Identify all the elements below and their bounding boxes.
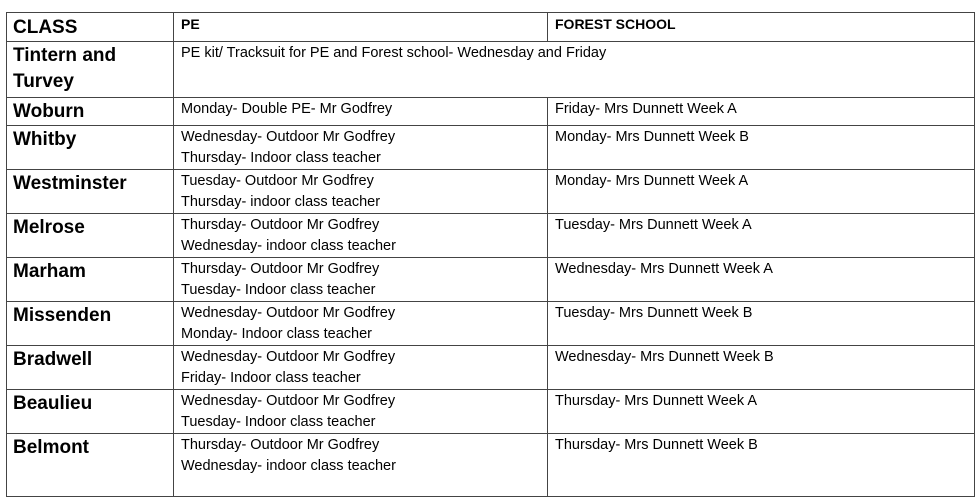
table-row xyxy=(7,390,975,434)
header-forest-school: FOREST SCHOOL xyxy=(548,13,975,42)
pe-line-1: Thursday- Outdoor Mr Godfrey xyxy=(181,261,380,277)
class-name: Bradwell xyxy=(7,346,174,390)
pe-line-1: Tuesday- Outdoor Mr Godfrey xyxy=(181,173,374,189)
pe-line-1: Wednesday- Outdoor Mr Godfrey xyxy=(181,349,396,365)
header-row xyxy=(7,13,975,42)
pe-line-2: Monday- Indoor class teacher xyxy=(181,326,373,342)
pe-line-2: Thursday- indoor class teacher xyxy=(181,194,381,210)
class-name: Belmont xyxy=(7,434,174,497)
forest-cell: Monday- Mrs Dunnett Week B xyxy=(548,126,975,170)
pe-cell xyxy=(174,126,548,170)
class-name: Woburn xyxy=(7,98,174,126)
pe-line-2: Tuesday- Indoor class teacher xyxy=(181,282,376,298)
pe-line-2: Thursday- Indoor class teacher xyxy=(181,150,381,166)
table-row xyxy=(7,126,975,170)
pe-line-1: Monday- Double PE- Mr Godfrey xyxy=(181,101,393,117)
table-row xyxy=(7,42,975,98)
forest-cell: Thursday- Mrs Dunnett Week A xyxy=(548,390,975,434)
pe-line-2: Wednesday- indoor class teacher xyxy=(181,238,396,254)
forest-cell: Tuesday- Mrs Dunnett Week B xyxy=(548,302,975,346)
pe-cell xyxy=(174,170,548,214)
pe-line-1: Wednesday- Outdoor Mr Godfrey xyxy=(181,129,396,145)
table-row xyxy=(7,170,975,214)
class-name: Melrose xyxy=(7,214,174,258)
pe-line-1: Wednesday- Outdoor Mr Godfrey xyxy=(181,393,396,409)
pe-line-1: Thursday- Outdoor Mr Godfrey xyxy=(181,217,380,233)
forest-cell: Wednesday- Mrs Dunnett Week A xyxy=(548,258,975,302)
timetable xyxy=(6,12,975,497)
pe-cell xyxy=(174,434,548,497)
pe-line-2: Wednesday- indoor class teacher xyxy=(181,458,396,474)
class-name: Missenden xyxy=(7,302,174,346)
class-name: Whitby xyxy=(7,126,174,170)
header-pe: PE xyxy=(174,13,548,42)
pe-cell xyxy=(174,258,548,302)
header-class: CLASS xyxy=(7,13,174,42)
pe-cell xyxy=(174,302,548,346)
forest-cell: Wednesday- Mrs Dunnett Week B xyxy=(548,346,975,390)
table-row xyxy=(7,258,975,302)
kit-note: PE kit/ Tracksuit for PE and Forest school- Wednesday and Friday xyxy=(174,42,975,98)
forest-cell: Friday- Mrs Dunnett Week A xyxy=(548,98,975,126)
pe-cell xyxy=(174,390,548,434)
class-name: Westminster xyxy=(7,170,174,214)
pe-cell xyxy=(174,346,548,390)
forest-cell: Monday- Mrs Dunnett Week A xyxy=(548,170,975,214)
class-name: Beaulieu xyxy=(7,390,174,434)
forest-cell: Tuesday- Mrs Dunnett Week A xyxy=(548,214,975,258)
pe-cell xyxy=(174,98,548,126)
pe-line-2: Friday- Indoor class teacher xyxy=(181,370,361,386)
table-row xyxy=(7,434,975,497)
pe-cell xyxy=(174,214,548,258)
pe-line-1: Wednesday- Outdoor Mr Godfrey xyxy=(181,305,396,321)
class-name: Tintern and Turvey xyxy=(7,42,174,98)
pe-line-2: Tuesday- Indoor class teacher xyxy=(181,414,376,430)
table-row xyxy=(7,302,975,346)
table-row xyxy=(7,98,975,126)
forest-cell: Thursday- Mrs Dunnett Week B xyxy=(548,434,975,497)
table-row xyxy=(7,346,975,390)
pe-line-1: Thursday- Outdoor Mr Godfrey xyxy=(181,437,380,453)
class-name: Marham xyxy=(7,258,174,302)
table-row xyxy=(7,214,975,258)
